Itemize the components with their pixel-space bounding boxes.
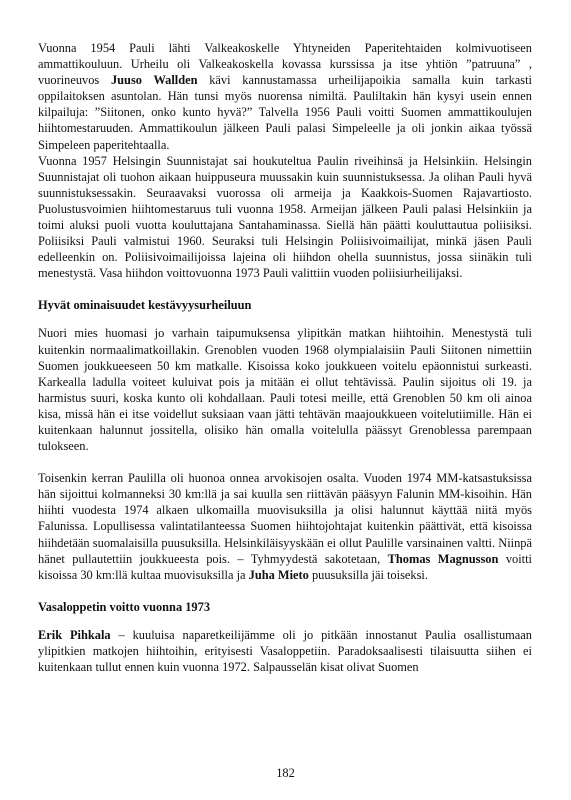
person-name: Thomas Magnusson (387, 551, 499, 566)
text-run: Vuonna 1954 Pauli lähti Valkeakoskelle Yhtyneiden Paperitehtaiden kolmivuotiseen ammattikouluun. Urheilu oli Valkeakoskella kovassa kurssissa ja itse yhtiön ”patruuna” , vuorineuvos (38, 41, 532, 88)
text-run: Nuori mies huomasi jo varhain taipumuksensa ylipitkän matkan hiihtoihin. Menestystä tuli kuitenkin normaalimatkoillakin. Grenoblen vuoden 1968 olympialaisiin Pauli Siitonen nimettiin Suomen joukkueeseen 50 km matkalle. Kisoissa koko joukkueen voitelu epäonnistui surkeasti. Karkealla ladulla voiteet kuluivat pois ja mitään ei ollut tehtävissä. Paulin sijoitus oli 19. ja harmistus suuri, koska kunto oli kohdallaan. Pauli totesi meille, että Grenoblen 50 km oli ainoa kisa, missä hän ei itse voidellut suksiaan vaan jätti tehtävän maajoukkueen voitelutiimille. Hän ei kuitenkaan halunnut jossitella, olisiko hän omalla voitelulla päässyt Grenoblessa parempaan tulokseen. (38, 326, 532, 454)
text-run: Vuonna 1957 Helsingin Suunnistajat sai houkuteltua Paulin riveihinsä ja Helsinkiin. Helsingin Suunnistajat oli tuohon aikaan huippuseura muussakin kuin suunnistuksessa. Ja olihan Pauli hyvä suunnistuksessakin. Seuraavaksi vuorossa oli armeija ja Kaakkois-Suomen Rajavartiosto. Puolustusvoimien hiihtomestaruus tuli vuonna 1958. Armeijan jälkeen Pauli palasi Helsinkiin ja toimi aluksi puoli vuotta kouluttajana Santahaminassa. Siellä hän päätti kouluttautua poliisiksi. Poliisiksi Pauli valmistui 1960. Seuraksi tuli Helsingin Poliisivoimailijat, minkä jäsen Pauli edelleenkin on. Poliisivoimailijoissa lajeina oli hiihdon ohella suunnistus, jossa siinäkin tuli menestystä. Vasa hiihdon voittovuonna 1973 Pauli valittiin vuoden poliisiurheilijaksi. (38, 153, 532, 281)
text-run: Toisenkin kerran Paulilla oli huonoa onnea arvokisojen osalta. Vuoden 1974 MM-katsastuksissa hän sijoittui kolmanneksi 30 km:llä ja sai kuulla sen riittävän pääsyyn Falunin MM-kisoihin. Hän hiihti vuodesta 1974 alkaen ulkomailla muovisuksilla ja olisi halunnut käyttää niitä myös Falunissa. Lopullisessa valintatilanteessa Suomen hiihtojohtajat kuitenkin päättivät, että kisoissa hiihdetään suomalaisilla puusuksilla. Helsinkiläisyyskään ei ollut Paulille varsinainen valtti. Niinpä hänet pullautettiin joukkueesta pois. – Tyhmyydestä sakotetaan, (38, 471, 532, 566)
paragraph (38, 40, 532, 153)
section-heading: Hyvät ominaisuudet kestävyysurheiluun (38, 298, 252, 313)
paragraph (38, 153, 532, 282)
text-run: – kuuluisa naparetkeilijämme oli jo pitkään innostanut Paulia osallistumaan ylipitkien matkojen hiihtoihin, erityisesti Vasaloppetiin. Paradoksaalisesti tilaisuutta siihen ei kuitenkaan tullut ennen kuin vuonna 1972. Salpausselän kisat olivat Suomen (38, 627, 532, 674)
person-name: Erik Pihkala (38, 627, 111, 642)
page-number: 182 (276, 766, 295, 780)
body-text (38, 40, 532, 675)
person-name: Juha Mieto (248, 567, 309, 582)
paragraph (38, 627, 532, 675)
text-run: voitti kisoissa 30 km:llä kultaa muovisuksilla ja (38, 551, 532, 582)
person-name: Juuso Wallden (110, 73, 198, 88)
paragraph (38, 470, 532, 583)
paragraph (38, 325, 532, 454)
section-heading: Vasaloppetin voitto vuonna 1973 (38, 599, 211, 614)
text-run: puusuksilla jäi toiseksi. (308, 567, 428, 582)
text-run: kävi kannustamassa urheilijapoikia samalla kuin tarkasti oppilaitoksen asuntolan. Hän tunsi myös nuorensa nimiltä. Pauliltakin hän kysyi usein ennen kilpailuja: ”Siitonen, onko kunto hyvä?” Talvella 1956 Pauli voitti Suomen ammattikoulujen hiihtomestaruuden. Ammattikoulun jälkeen Pauli palasi Simpeleelle ja oli jonkin aikaa työssä Simpeleen paperitehtaalla. (38, 73, 533, 152)
